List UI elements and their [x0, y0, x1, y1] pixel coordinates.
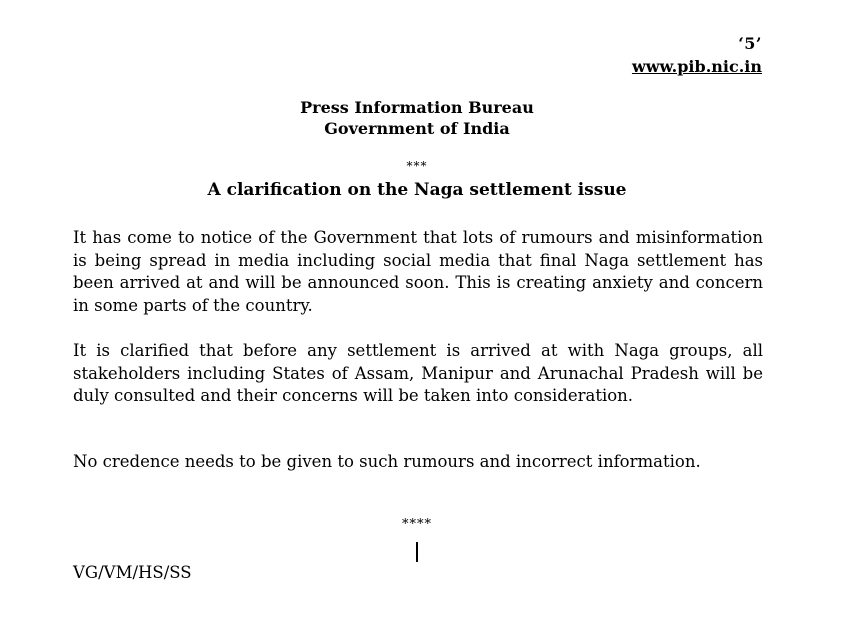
- separator-top: ***: [406, 159, 428, 173]
- paragraph-2: It is clarified that before any settlement is arrived at with Naga groups, all stakeholders including States of Assam, Manipur and Arunachal Pradesh will be duly consulted and their concerns will be taken into consideration.: [73, 341, 763, 405]
- bureau-name: Press Information Bureau: [300, 98, 534, 117]
- paragraph-3: No credence needs to be given to such rumours and incorrect information.: [73, 452, 701, 471]
- website-link[interactable]: www.pib.nic.in: [631, 57, 762, 76]
- government-name: Government of India: [324, 119, 510, 138]
- paragraph-1: It has come to notice of the Government that lots of rumours and misinformation is being spread in media including social media that final Naga settlement has been arrived at and will be announced soon. This is creating anxiety and concern in some parts of the country.: [73, 228, 763, 315]
- separator-bottom: ****: [402, 517, 432, 532]
- text-cursor: [416, 542, 418, 562]
- page-number: ‘5’: [738, 34, 762, 53]
- author-initials: VG/VM/HS/SS: [73, 563, 192, 582]
- document-title: A clarification on the Naga settlement issue: [207, 180, 627, 200]
